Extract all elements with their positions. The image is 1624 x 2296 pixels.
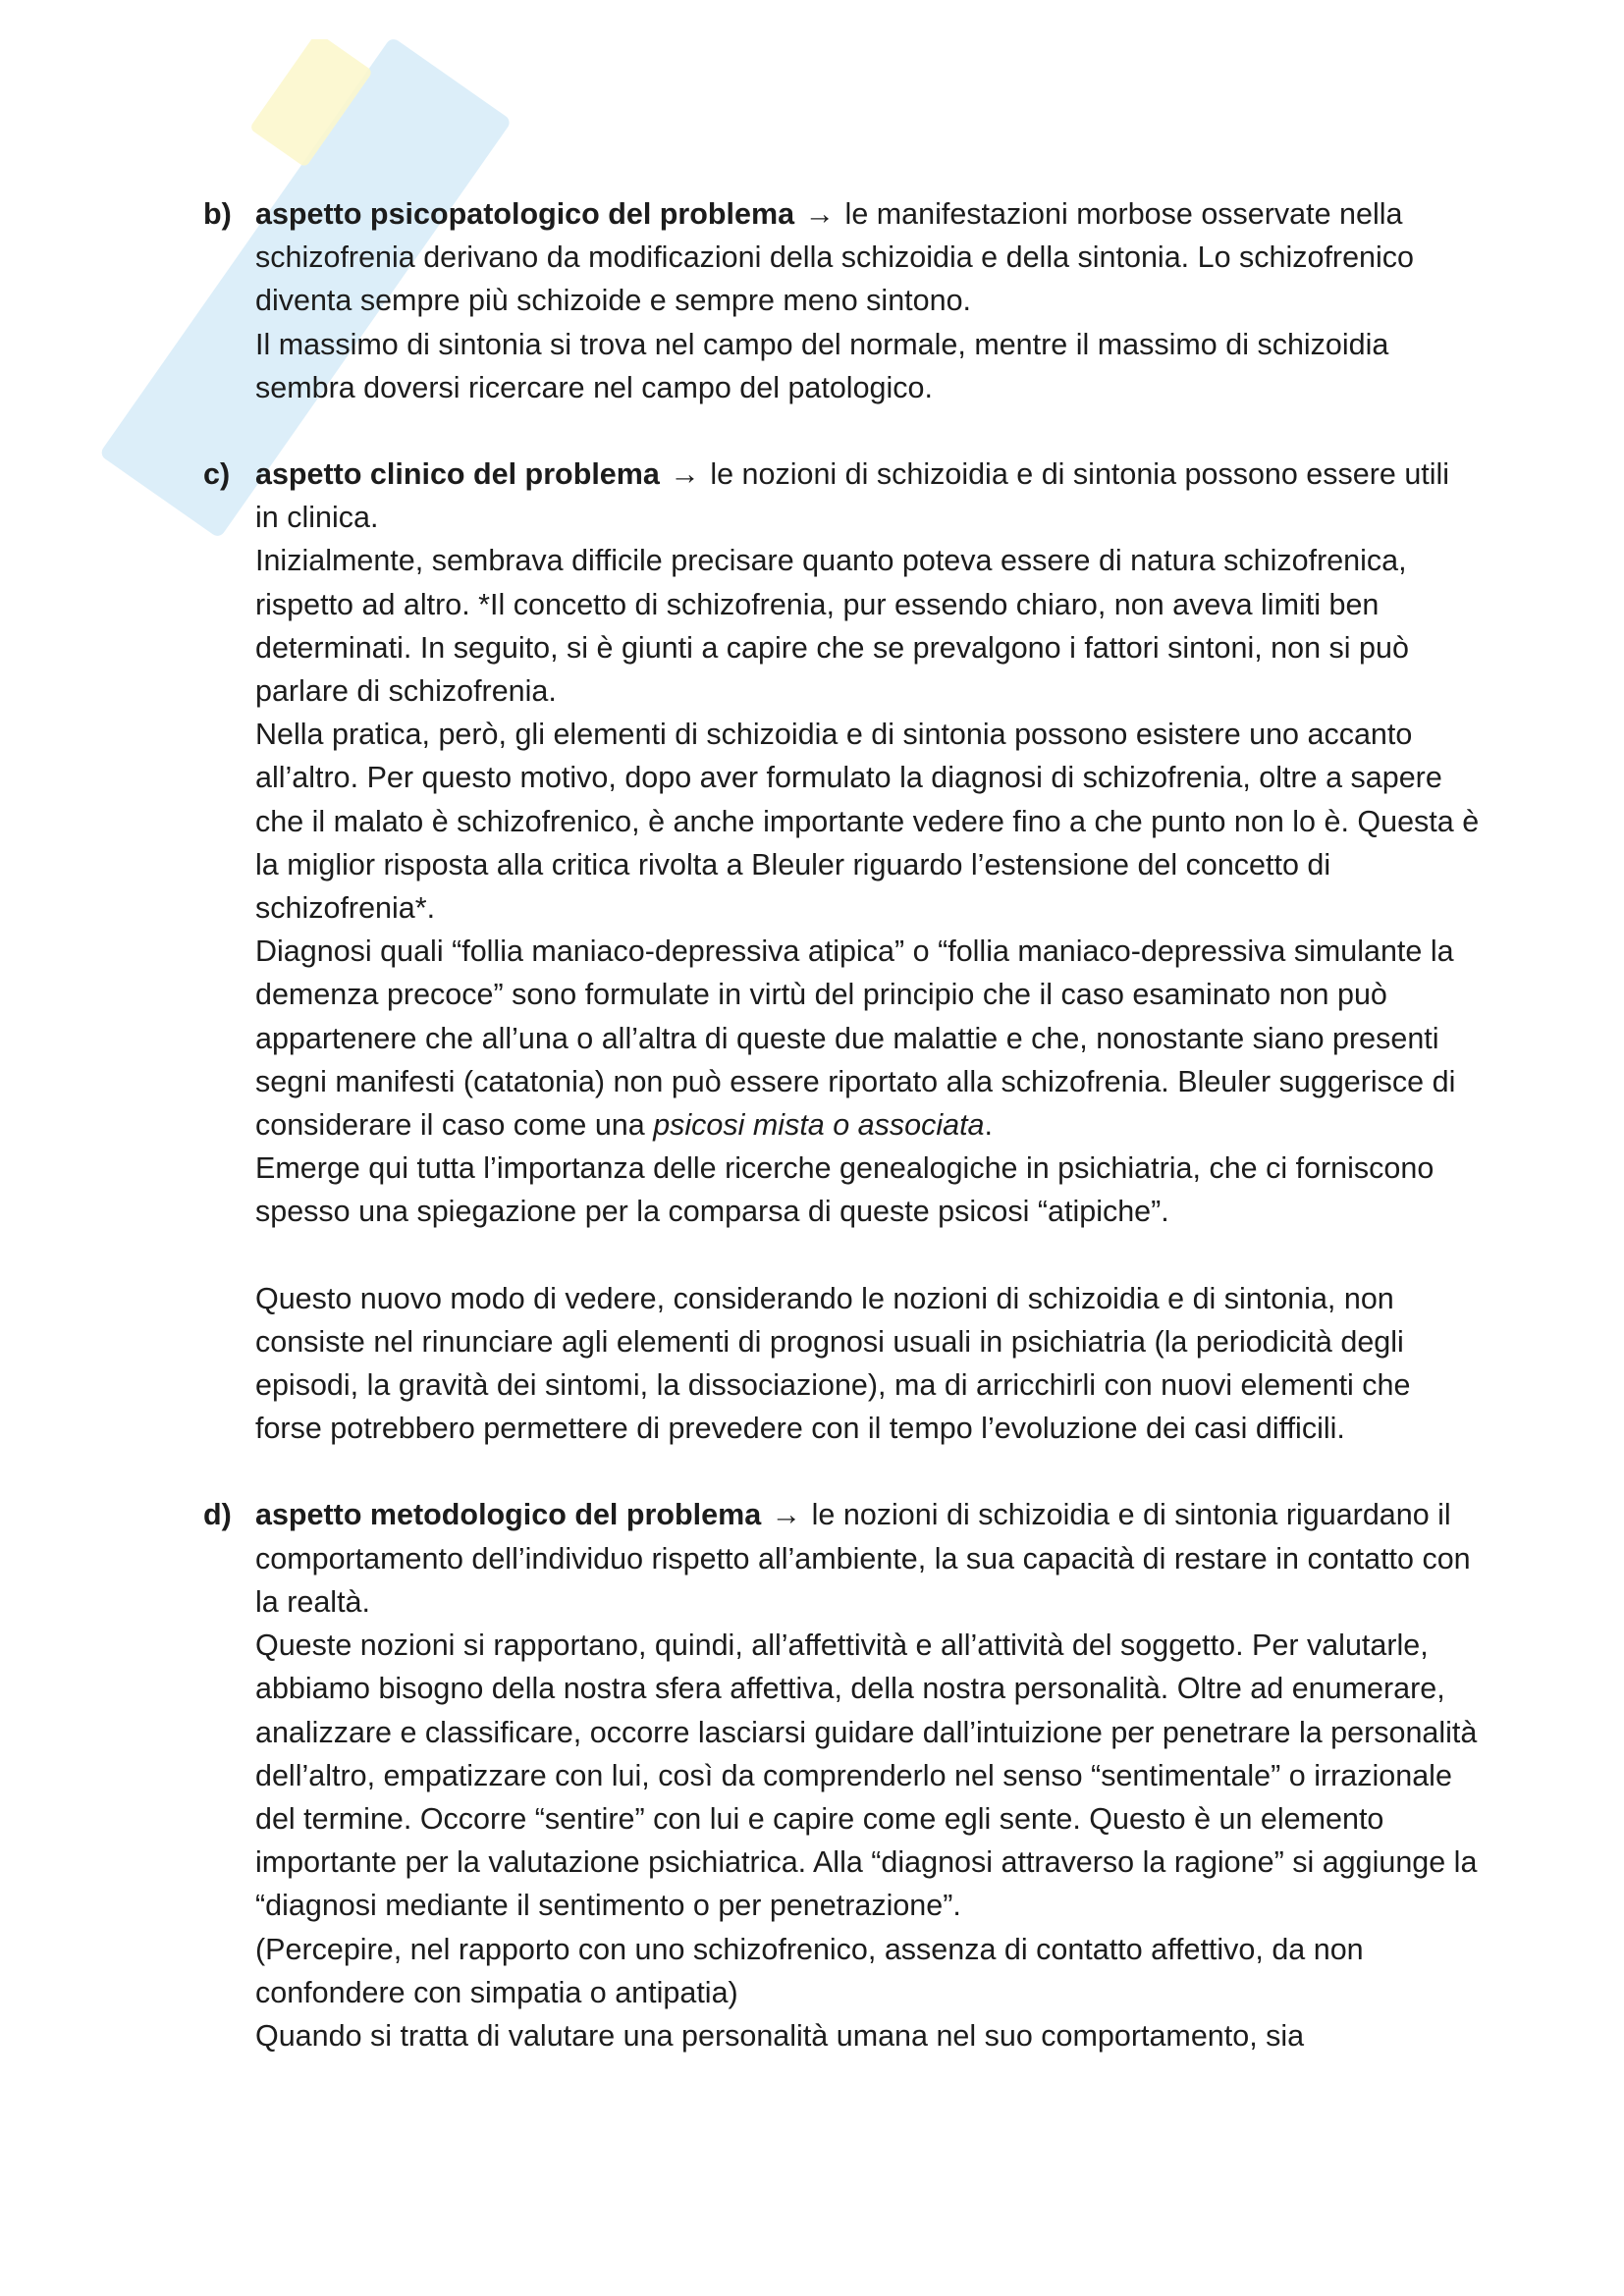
- list-marker-b: b): [203, 197, 232, 231]
- section-d-paragraph-1: [255, 1493, 1480, 1624]
- section-b-heading: aspetto psicopatologico del problema: [255, 197, 795, 231]
- section-c-paragraph-1: [255, 453, 1480, 539]
- section-b: [203, 192, 1480, 409]
- list-marker-d: d): [203, 1498, 232, 1532]
- watermark-badge: [249, 39, 373, 168]
- arrow-right-icon: →: [804, 197, 836, 231]
- section-c-paragraph-2: Inizialmente, sembrava difficile precisare quanto poteva essere di natura schizofrenica, rispetto ad altro. *Il concetto di schizofrenia, pur essendo chiaro, non aveva limiti ben determinati. In seguito, si è giunti a capire che se prevalgono i fattori sintoni, non si può parlare di schizofrenia.: [255, 544, 1409, 709]
- section-c-paragraph-5: Emerge qui tutta l’importanza delle ricerche genealogiche in psichiatria, che ci forniscono spesso una spiegazione per la comparsa di queste psicosi “atipiche”.: [255, 1151, 1435, 1229]
- section-b-paragraph-2: Il massimo di sintonia si trova nel campo del normale, mentre il massimo di schizoidia sembra doversi ricercare nel campo del patologico.: [255, 327, 1389, 404]
- section-c-paragraph-3: Nella pratica, però, gli elementi di schizoidia e di sintonia possono esistere uno accanto all’altro. Per questo motivo, dopo aver formulato la diagnosi di schizofrenia, oltre a sapere che il malato è schizofrenico, è anche importante vedere fino a che punto non lo è. Questa è la miglior risposta alla critica rivolta a Bleuler riguardo l’estensione del concetto di schizofrenia*.: [255, 718, 1480, 926]
- section-c-text-4b: .: [984, 1108, 994, 1143]
- section-d-heading: aspetto metodologico del problema: [255, 1498, 762, 1532]
- section-c-paragraph-6: Questo nuovo modo di vedere, considerando le nozioni di schizoidia e di sintonia, non consiste nel rinunciare agli elementi di prognosi usuali in psichiatria (la periodicità degli episodi, la gravità dei sintomi, la dissociazione), ma di arricchirli con nuovi elementi che forse potrebbero permettere di prevedere con il tempo l’evoluzione dei casi difficili.: [255, 1281, 1411, 1446]
- arrow-right-icon: →: [771, 1498, 802, 1532]
- section-c-paragraph-4: [255, 930, 1480, 1147]
- section-d-paragraph-3: (Percepire, nel rapporto con uno schizofrenico, assenza di contatto affettivo, da non confondere con simpatia o antipatia): [255, 1932, 1364, 2009]
- list-marker-c: c): [203, 457, 231, 492]
- section-d-paragraph-4: Quando si tratta di valutare una personalità umana nel suo comportamento, sia: [255, 2018, 1305, 2053]
- paragraph-spacer: [255, 1234, 1480, 1277]
- section-d-text-1: le nozioni di schizoidia e di sintonia riguardano il comportamento dell’individuo rispetto all’ambiente, la sua capacità di restare in contatto con la realtà.: [255, 1498, 1471, 1619]
- section-c-text-4a: Diagnosi quali “follia maniaco-depressiva atipica” o “follia maniaco-depressiva simulante la demenza precoce” sono formulate in virtù del principio che il caso esaminato non può appartenere che all’una o all’altra di queste due malattie e che, nonostante siano presenti segni manifesti (catatonia) non può essere riportato alla schizofrenia. Bleuler suggerisce di considerare il caso come una: [255, 934, 1456, 1143]
- section-b-text-1: le manifestazioni morbose osservate nella schizofrenia derivano da modificazioni della schizoidia e della sintonia. Lo schizofrenico diventa sempre più schizoide e sempre meno sintono.: [255, 197, 1414, 318]
- section-d: [203, 1493, 1480, 2057]
- section-c-heading: aspetto clinico del problema: [255, 457, 660, 492]
- arrow-right-icon: →: [670, 457, 700, 492]
- document-page: [203, 192, 1480, 2101]
- section-c: [203, 453, 1480, 1450]
- section-c-italic-term: psicosi mista o associata: [653, 1108, 985, 1143]
- section-c-text-1: le nozioni di schizoidia e di sintonia possono essere utili in clinica.: [255, 457, 1450, 535]
- section-d-paragraph-2: Queste nozioni si rapportano, quindi, all’affettività e all’attività del soggetto. Per valutarle, abbiamo bisogno della nostra sfera affettiva, della nostra personalità. Oltre ad enumerare, analizzare e classificare, occorre lasciarsi guidare dall’intuizione per penetrare la personalità dell’altro, empatizzare con lui, così da comprenderlo nel senso “sentimentale” o irrazionale del termine. Occorre “sentire” con lui e capire come egli sente. Questo è un elemento importante per la valutazione psichiatrica. Alla “diagnosi attraverso la ragione” si aggiunge la “diagnosi mediante il sentimento o per penetrazione”.: [255, 1629, 1478, 1923]
- section-b-paragraph-1: [255, 192, 1480, 323]
